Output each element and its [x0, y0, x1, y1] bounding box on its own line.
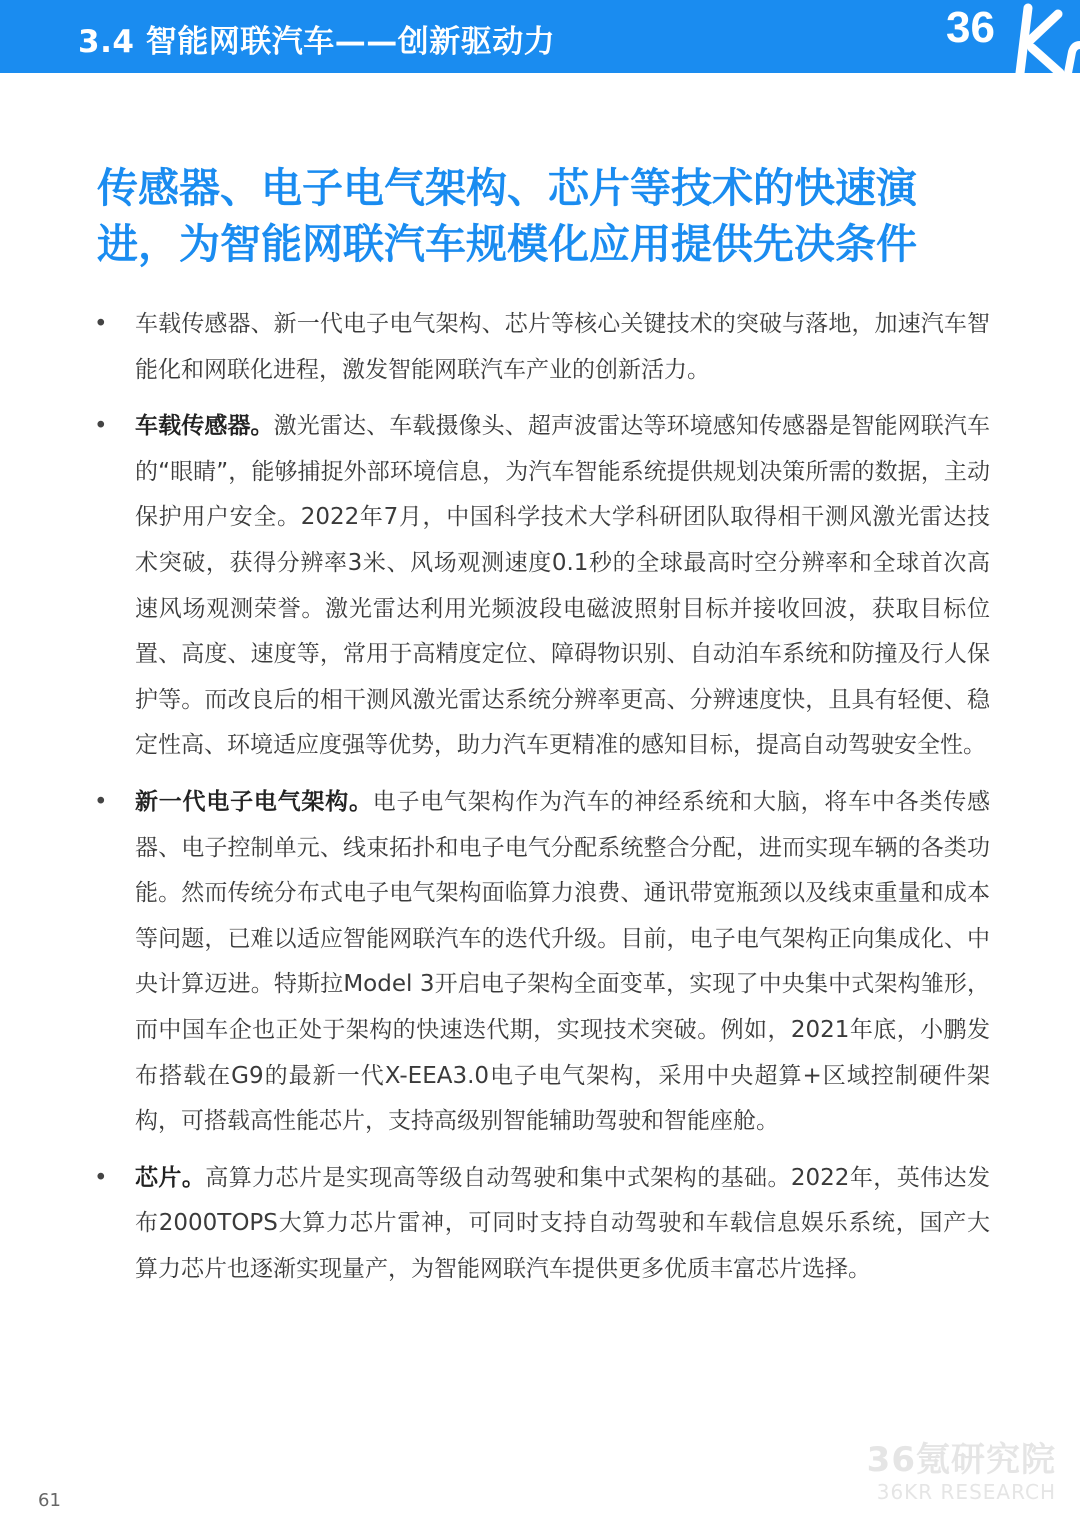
36kr-logo [940, 0, 1080, 73]
bullet-lead: 新一代电子电气架构。 [135, 788, 373, 815]
header-bar [0, 0, 1080, 73]
bullet-dot-icon: • [94, 788, 108, 815]
logo-number: 36 [946, 3, 995, 52]
bullet-item-chips [90, 1156, 990, 1293]
bullet-item-sensors [90, 404, 990, 769]
bullet-list [90, 302, 990, 1303]
bullet-dot-icon: • [94, 1164, 108, 1191]
section-title: 3.4 智能网联汽车——创新驱动力 [78, 24, 556, 60]
bullet-item-ee-architecture [90, 780, 990, 1145]
bullet-dot-icon: • [94, 413, 108, 440]
bullet-lead: 芯片。 [135, 1164, 206, 1191]
watermark [867, 1440, 1056, 1504]
bullet-dot-icon: • [94, 311, 108, 337]
bullet-lead: 车载传感器。 [135, 413, 274, 440]
page-title: 传感器、电子电气架构、芯片等技术的快速演进，为智能网联汽车规模化应用提供先决条件 [97, 164, 917, 268]
bullet-text: 高算力芯片是实现高等级自动驾驶和集中式架构的基础。2022年，英伟达发布2000TOPS大算力芯片雷神，可同时支持自动驾驶和车载信息娱乐系统，国产大算力芯片也逐渐实现量产，为智能网联汽车提供更多优质丰富芯片选择。 [135, 1164, 990, 1282]
watermark-en: 36KR RESEARCH [876, 1480, 1056, 1504]
bullet-text: 车载传感器、新一代电子电气架构、芯片等核心关键技术的突破与落地，加速汽车智能化和网联化进程，激发智能网联汽车产业的创新活力。 [135, 311, 990, 383]
page-number: 61 [38, 1490, 61, 1511]
bullet-item-overview [90, 302, 990, 393]
bullet-text: 激光雷达、车载摄像头、超声波雷达等环境感知传感器是智能网联汽车的“眼睛”，能够捕捉外部环境信息，为汽车智能系统提供规划决策所需的数据，主动保护用户安全。2022年7月，中国科学技术大学科研团队取得相干测风激光雷达技术突破，获得分辨率3米、风场观测速度0.1秒的全球最高时空分辨率和全球首次高速风场观测荣誉。激光雷达利用光频波段电磁波照射目标并接收回波，获取目标位置、高度、速度等，常用于高精度定位、障碍物识别、自动泊车系统和防撞及行人保护等。而改良后的相干测风激光雷达系统分辨率更高、分辨速度快，且具有轻便、稳定性高、环境适应度强等优势，助力汽车更精准的感知目标，提高自动驾驶安全性。 [135, 413, 991, 759]
watermark-cn: 36氪研究院 [866, 1440, 1056, 1480]
bullet-text: 电子电气架构作为汽车的神经系统和大脑，将车中各类传感器、电子控制单元、线束拓扑和电子电气分配系统整合分配，进而实现车辆的各类功能。然而传统分布式电子电气架构面临算力浪费、通讯带宽瓶颈以及线束重量和成本等问题，已难以适应智能网联汽车的迭代升级。目前，电子电气架构正向集成化、中央计算迈进。特斯拉Model 3开启电子架构全面变革，实现了中央集中式架构雏形，而中国车企也正处于架构的快速迭代期，实现技术突破。例如，2021年底，小鹏发布搭载在G9的最新一代X-EEA3.0电子电气架构，采用中央超算+区域控制硬件架构，可搭载高性能芯片，支持高级别智能辅助驾驶和智能座舱。 [135, 788, 991, 1135]
